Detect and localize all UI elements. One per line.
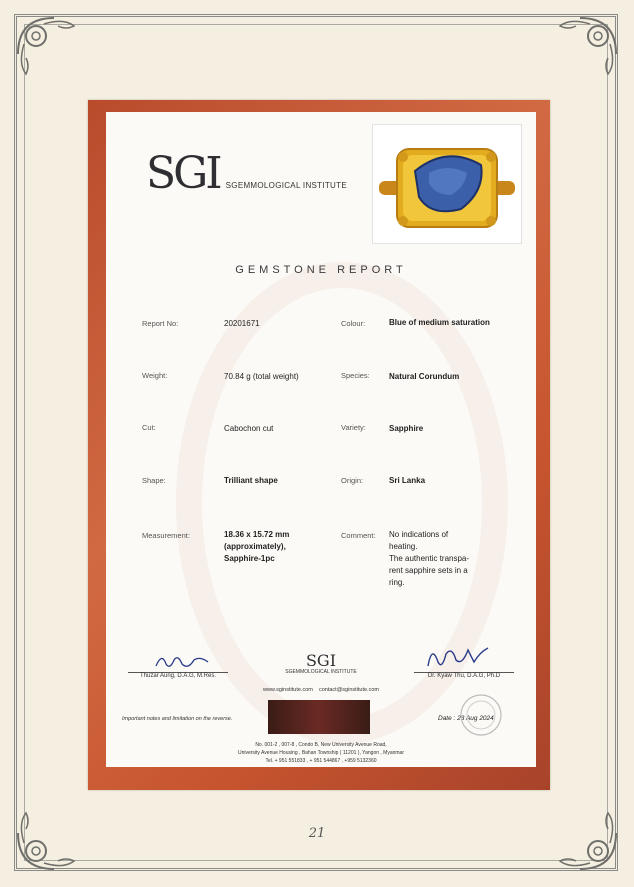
security-hologram	[268, 700, 370, 734]
species-label: Species:	[341, 371, 370, 380]
measurement-line: Sapphire-1pc	[224, 554, 275, 563]
signatory-right-name: Dr. Kyaw Thu, D.A.G, Ph.D	[427, 673, 501, 679]
institute-logo	[146, 148, 347, 199]
cut-label: Cut:	[142, 423, 156, 432]
page-number: 21	[308, 826, 326, 841]
corner-ornament-icon	[14, 14, 88, 88]
comment-line: No indications of	[389, 530, 449, 539]
comment-line: The authentic transpa-	[389, 554, 470, 563]
species-value: Natural Corundum	[389, 372, 460, 381]
address-line: University Avenue Housing , Bahan Township ( 11201 ), Yangon , Myanmar	[237, 750, 405, 756]
center-logo	[106, 653, 536, 675]
comment-line: ring.	[389, 578, 405, 587]
report-title: GEMSTONE REPORT	[235, 264, 407, 276]
date-value: 23 Aug 2024	[457, 715, 494, 722]
corner-ornament-icon	[546, 14, 620, 88]
email: contact@sginstitute.com	[318, 687, 379, 693]
measurement-line: 18.36 x 15.72 mm	[224, 530, 290, 539]
shape-label: Shape:	[142, 476, 166, 485]
comment-label: Comment:	[341, 531, 376, 540]
date-label: Date :	[438, 715, 456, 722]
address-line: Tel. + 951 551833 , + 951 544867 , +959 5132360	[265, 758, 377, 764]
notes: Important notes and limitation on the reverse.	[122, 716, 233, 722]
comment-line: rent sapphire sets in a	[389, 566, 468, 575]
institute-seal-icon	[458, 692, 504, 738]
variety-value: Sapphire	[389, 424, 424, 433]
ring-photo	[372, 124, 522, 244]
measurement-value	[224, 529, 289, 565]
colour-value: Blue of medium saturation	[389, 318, 490, 327]
sapphire-ring-icon	[373, 125, 521, 243]
variety-label: Variety:	[341, 423, 366, 432]
weight-value: 70.84 g (total weight)	[224, 372, 299, 381]
measurement-label: Measurement:	[142, 531, 190, 540]
website: www.sginstitute.com	[263, 687, 313, 693]
center-logo-text: SGEMMOLOGICAL INSTITUTE	[285, 669, 357, 675]
shape-value: Trilliant shape	[224, 476, 278, 485]
comment-value	[389, 529, 499, 589]
measurement-line: (approximately),	[224, 542, 286, 551]
report-no-value: 20201671	[224, 319, 260, 328]
origin-label: Origin:	[341, 476, 364, 485]
center-logo-mark: SGI	[305, 651, 337, 670]
address	[106, 741, 536, 765]
logo-mark: SGI	[146, 148, 220, 199]
institute-name: SGEMMOLOGICAL INSTITUTE	[225, 181, 347, 190]
gemstone-report	[106, 112, 536, 767]
report-no-label: Report No:	[142, 319, 179, 328]
comment-line: heating.	[389, 542, 418, 551]
origin-value: Sri Lanka	[389, 476, 426, 485]
weight-label: Weight:	[142, 371, 168, 380]
colour-label: Colour:	[341, 319, 366, 328]
address-line: No. 001-2 , 007-8 , Condo B, New University Avenue Road,	[255, 742, 387, 748]
signatory-left-name: Thuzar Aung, D.A.G, M.Res.	[139, 673, 217, 679]
cut-value: Cabochon cut	[224, 424, 274, 433]
